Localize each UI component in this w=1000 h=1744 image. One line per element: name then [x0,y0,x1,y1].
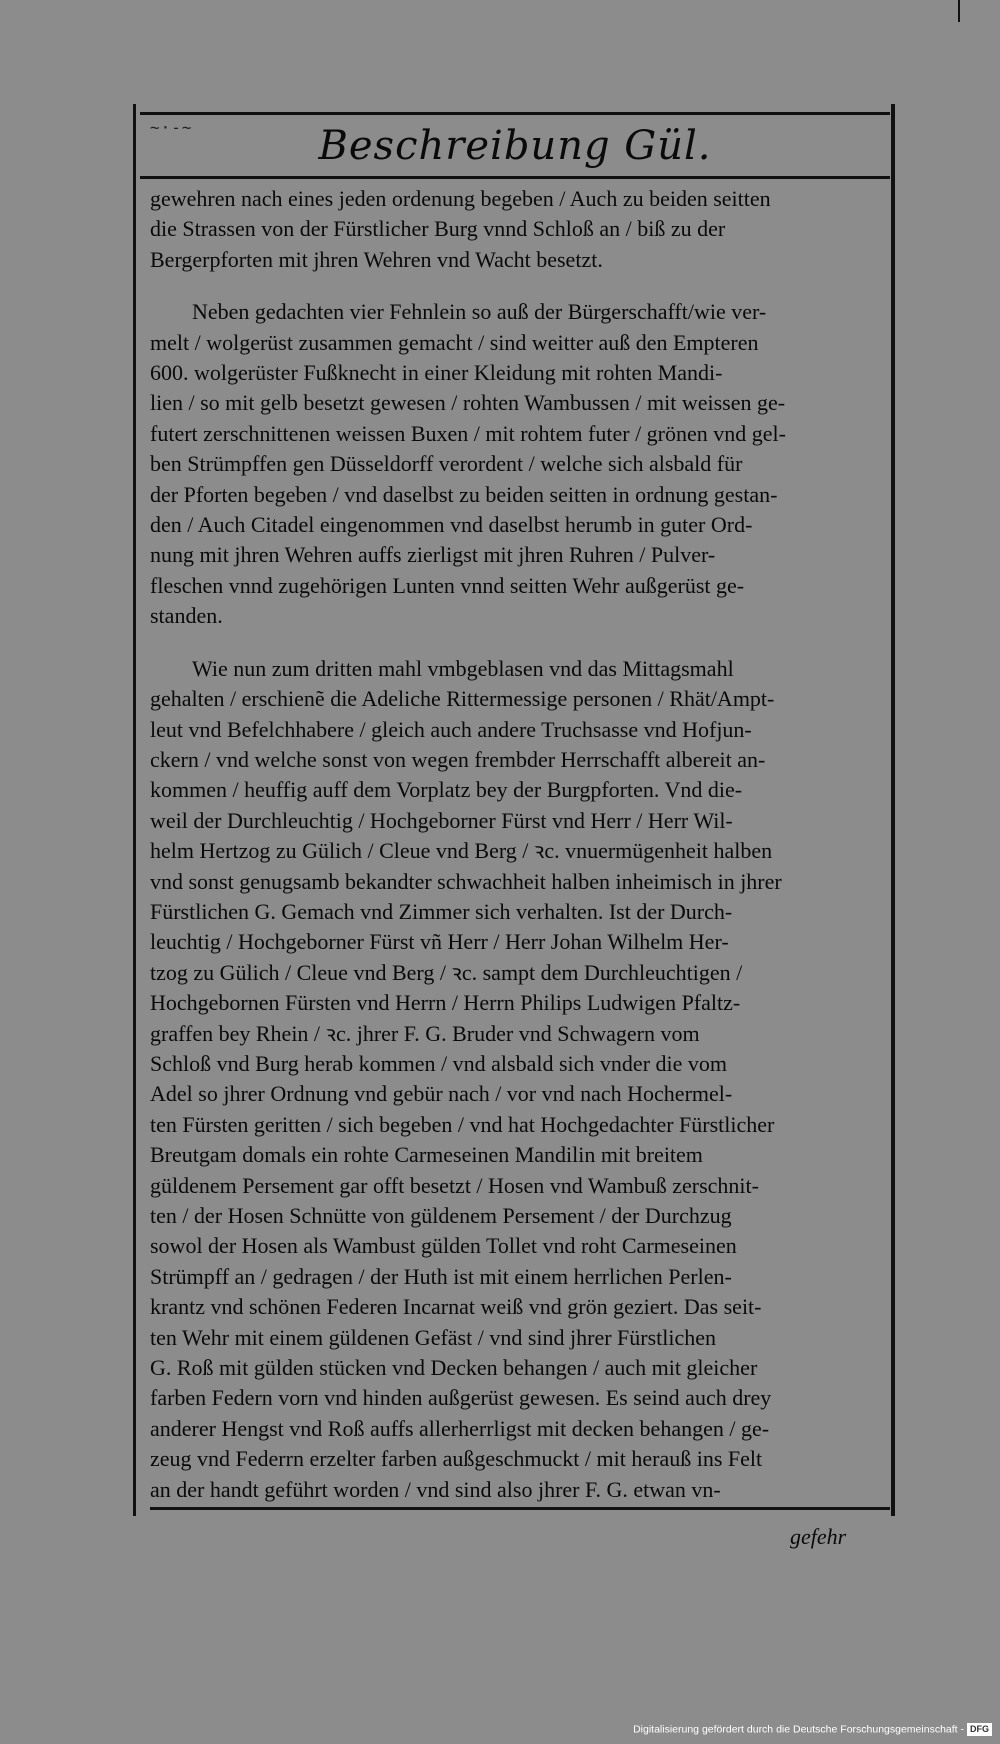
credit-text: Digitalisierung gefördert durch die Deutsche Forschungsgemeinschaft - [633,1723,964,1736]
text-line: vnd sonst genugsamb bekandter schwachheit halben inheimisch in jhrer [150,868,782,894]
text-line: an der handt geführt worden / vnd sind also jhrer F. G. etwan vn- [150,1476,721,1502]
text-line: zeug vnd Federrn erzelter farben außgeschmuckt / mit herauß ins Felt [150,1446,763,1472]
bottom-rule [150,1507,890,1510]
text-line: der Pforten begeben / vnd daselbst zu beiden seitten in ordnung gestan- [150,481,778,507]
text-line: G. Roß mit gülden stücken vnd Decken behangen / auch mit gleicher [150,1355,758,1381]
text-line: leuchtig / Hochgeborner Fürst vñ Herr / Herr Johan Wilhelm Her- [150,929,729,955]
text-line: Strümpff an / gedragen / der Huth ist mit einem herrlichen Perlen- [150,1263,732,1289]
text-line: nung mit jhren Wehren auffs zierligst mit jhren Ruhren / Pulver- [150,542,716,568]
text-line: farben Federn vorn vnd hinden außgerüst gewesen. Es seind auch drey [150,1385,772,1411]
dfg-logo: DFG [967,1723,992,1736]
text-line: Fürstlichen G. Gemach vnd Zimmer sich verhalten. Ist der Durch- [150,898,733,924]
body-text [150,184,878,1505]
text-line: Neben gedachten vier Fehnlein so auß der Bürgerschafft/wie ver- [192,299,767,325]
text-line: ckern / vnd welche sonst von wegen frembder Herrschafft albereit an- [150,746,766,772]
paragraph [150,297,878,631]
paragraph [150,184,878,275]
text-line: güldenem Persement gar offt besetzt / Hosen vnd Wambuß zerschnit- [150,1172,759,1198]
text-line: Hochgebornen Fürsten vnd Herrn / Herrn Philips Ludwigen Pfaltz- [150,990,741,1016]
paragraph [150,654,878,1505]
running-head: Beschreibung Gül. [318,123,712,169]
head-rule [140,176,890,179]
text-line: gewehren nach eines jeden ordenung begeben / Auch zu beiden seitten [150,186,771,211]
top-rule [140,112,890,115]
text-line: Wie nun zum dritten mahl vmbgeblasen vnd das Mittagsmahl [192,655,734,681]
text-line: Adel so jhrer Ordnung vnd gebür nach / vor vnd nach Hochermel- [150,1081,733,1107]
text-line: gehalten / erschienẽ die Adeliche Rittermessige personen / Rhät/Ampt- [150,686,775,712]
text-line: futert zerschnittenen weissen Buxen / mit rohtem futer / grönen vnd gel- [150,420,786,446]
head-ornament: ~·-~ [150,118,193,137]
text-line: ten Wehr mit einem güldenen Gefäst / vnd sind jhrer Fürstlichen [150,1324,717,1350]
text-line: anderer Hengst vnd Roß auffs allerherrligst mit decken behangen / ge- [150,1415,770,1441]
text-line: helm Hertzog zu Gülich / Cleue vnd Berg / ꝛc. vnuermügenheit halben [150,838,773,864]
text-line: tzog zu Gülich / Cleue vnd Berg / ꝛc. sampt dem Durchleuchtigen / [150,959,743,985]
text-line: graffen bey Rhein / ꝛc. jhrer F. G. Bruder vnd Schwagern vom [150,1020,700,1046]
text-line: melt / wolgerüst zusammen gemacht / sind weitter auß den Empteren [150,329,759,355]
text-line: Breutgam domals ein rohte Carmeseinen Mandilin mit breitem [150,1142,703,1168]
digitization-credit [620,1723,992,1736]
text-line: den / Auch Citadel eingenommen vnd daselbst herumb in guter Ord- [150,512,753,538]
text-line: krantz vnd schönen Federen Incarnat weiß vnd grön geziert. Das seit- [150,1294,762,1320]
text-line: Schloß vnd Burg herab kommen / vnd alsbald sich vnder die vom [150,1050,728,1076]
catchword: gefehr [790,1524,847,1549]
text-line: weil der Durchleuchtig / Hochgeborner Fürst vnd Herr / Herr Wil- [150,807,733,833]
text-line: die Strassen von der Fürstlicher Burg vnnd Schloß an / biß zu der [150,216,726,242]
text-line: sowol der Hosen als Wambust gülden Tollet vnd roht Carmeseinen [150,1233,737,1259]
text-line: Bergerpforten mit jhren Wehren vnd Wacht besetzt. [150,246,603,272]
text-line: leut vnd Befelchhabere / gleich auch andere Truchsasse vnd Hofjun- [150,716,752,742]
text-line: ben Strümpffen gen Düsseldorff verordent / welche sich alsbald für [150,451,743,477]
text-line: fleschen vnnd zugehörigen Lunten vnnd seitten Wehr außgerüst ge- [150,572,745,598]
text-line: 600. wolgerüster Fußknecht in einer Kleidung mit rohten Mandi- [150,360,723,386]
text-line: ten / der Hosen Schnütte von güldenem Persement / der Durchzug [150,1203,732,1228]
text-line: lien / so mit gelb besetzt gewesen / rohten Wambussen / mit weissen ge- [150,390,786,416]
margin-mark [958,0,960,22]
text-line: ten Fürsten geritten / sich begeben / vnd hat Hochgedachter Fürstlicher [150,1111,775,1137]
text-line: standen. [150,603,223,629]
text-line: kommen / heuffig auff dem Vorplatz bey der Burgpforten. Vnd die- [150,777,743,803]
